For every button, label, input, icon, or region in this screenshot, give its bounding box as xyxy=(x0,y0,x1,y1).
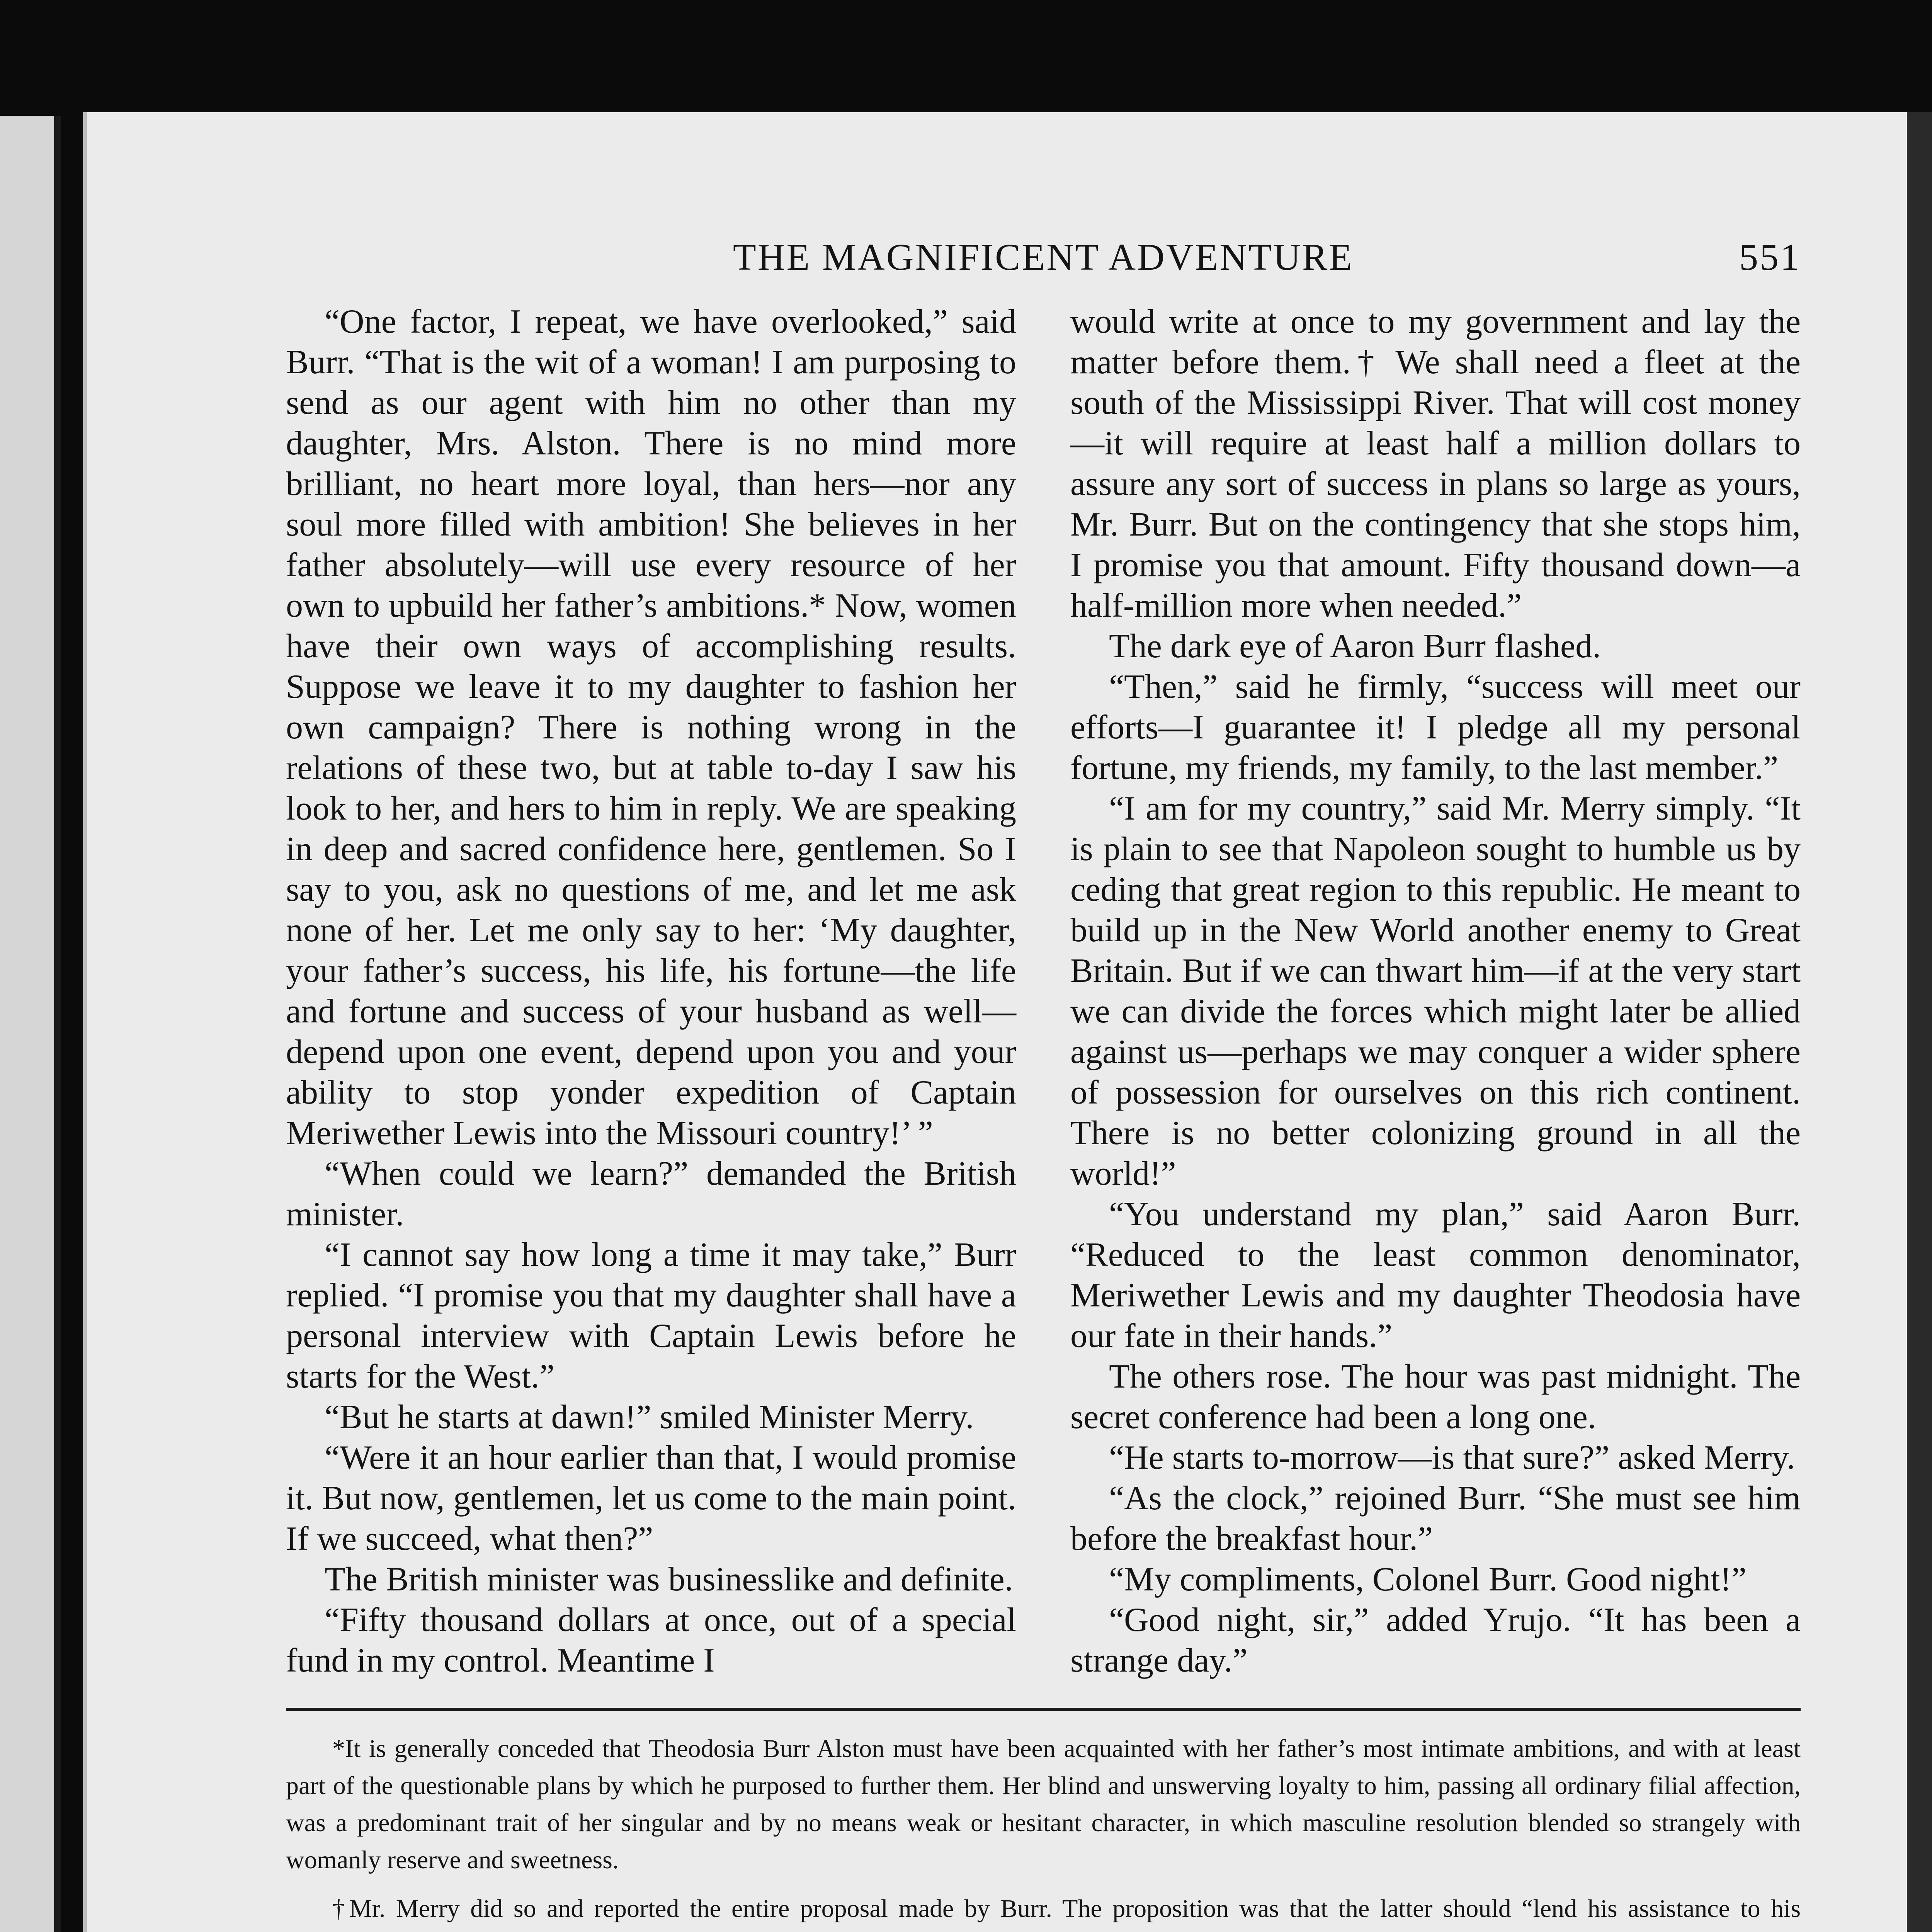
text-columns xyxy=(286,301,1801,1681)
footnote: †Mr. Merry did so and reported the entire proposal made by Burr. The proposition was that the latter should “lend his assistance to his xyxy=(332,1895,1801,1923)
left-column xyxy=(286,301,1016,1681)
paragraph-continuation: would write at once to my government and lay the matter before them.† We shall need a fleet at the south of the Mississippi River. That will cost money—it will require at least half a million dollars to assure any sort of success in plans so large as yours, Mr. Burr. But on the contingency that she stops him, I promise you that amount. Fifty thousand down—a half-million more when needed.” xyxy=(1070,303,1801,624)
paragraph: The others rose. The hour was past midnight. The secret conference had been a long one. xyxy=(1070,1358,1801,1436)
paragraph: “One factor, I repeat, we have overlooked,” said Burr. “That is the wit of a woman! I am purposing to send as our agent with him no other than my daughter, Mrs. Alston. There is no mind more brilliant, no heart more loyal, than hers—nor any soul more filled with ambition! She believes in her father absolutely—will use every resource of her own to upbuild her father’s ambitions.* Now, women have their own ways of accomplishing results. Suppose we leave it to my daughter to fashion her own campaign? There is nothing wrong in the relations of these two, but at table to-day I saw his look to her, and hers to him in reply. We are speaking in deep and sacred confidence here, gentlemen. So I say to you, ask no questions of me, and let me ask none of her. Let me only say to her: ‘My daughter, your father’s success, his life, his fortune—the life and fortune and success of your husband as well—depend upon one event, depend upon you and your ability to stop yonder expedition of Captain Meriwether Lewis into the Missouri country!’ ” xyxy=(286,303,1016,1152)
running-title: THE MAGNIFICENT ADVENTURE xyxy=(733,236,1354,278)
paragraph: “Were it an hour earlier than that, I would promise it. But now, gentlemen, let us come to the main point. If we succeed, what then?” xyxy=(286,1439,1016,1558)
footnote-rule xyxy=(286,1708,1801,1711)
paragraph: “Fifty thousand dollars at once, out of a special fund in my control. Meantime I xyxy=(286,1601,1016,1679)
previous-page-edge xyxy=(0,116,61,1932)
paragraph: “Good night, sir,” added Yrujo. “It has been a strange day.” xyxy=(1070,1601,1801,1679)
paragraph: “I cannot say how long a time it may take,” Burr replied. “I promise you that my daughter shall have a personal interview with Captain Lewis before he starts for the West.” xyxy=(286,1236,1016,1395)
paragraph: The dark eye of Aaron Burr flashed. xyxy=(1109,628,1601,665)
paragraph: “When could we learn?” demanded the British minister. xyxy=(286,1155,1016,1233)
footnote: *It is generally conceded that Theodosia Burr Alston must have been acquainted with her father’s most intimate ambitions, and with at least part of the questionable plans by which he purposed to further them. Her blind and unswerving loyalty to him, passing all ordinary filial affection, was a predominant trait of her singular and by no means weak or hesitant character, in which masculine resolution blended so strangely with womanly reserve and sweetness. xyxy=(286,1735,1801,1874)
page-content xyxy=(286,236,1801,1932)
footnotes xyxy=(286,1730,1801,1932)
paragraph: “But he starts at dawn!” smiled Minister Merry. xyxy=(325,1398,974,1436)
paragraph: The British minister was businesslike and definite. xyxy=(325,1561,1013,1598)
page-number: 551 xyxy=(1739,236,1801,278)
running-head xyxy=(286,236,1801,286)
paragraph: “My compliments, Colonel Burr. Good night!” xyxy=(1109,1561,1747,1598)
book-page xyxy=(83,112,1932,1932)
paragraph: “You understand my plan,” said Aaron Burr. “Reduced to the least common denominator, Meriwether Lewis and my daughter Theodosia have our fate in their hands.” xyxy=(1070,1196,1801,1355)
paragraph: “He starts to-morrow—is that sure?” asked Merry. xyxy=(1109,1439,1795,1476)
paragraph: “I am for my country,” said Mr. Merry simply. “It is plain to see that Napoleon sought to humble us by ceding that great region to this republic. He meant to build up in the New World another enemy to Great Britain. But if we can thwart him—if at the very start we can divide the forces which might later be allied against us—perhaps we may conquer a wider sphere of possession for ourselves on this rich continent. There is no better colonizing ground in all the world!” xyxy=(1070,790,1801,1192)
paragraph: “Then,” said he firmly, “success will meet our efforts—I guarantee it! I pledge all my personal fortune, my friends, my family, to the last member.” xyxy=(1070,668,1801,787)
right-column xyxy=(1070,301,1801,1681)
paragraph: “As the clock,” rejoined Burr. “She must see him before the breakfast hour.” xyxy=(1070,1480,1801,1558)
